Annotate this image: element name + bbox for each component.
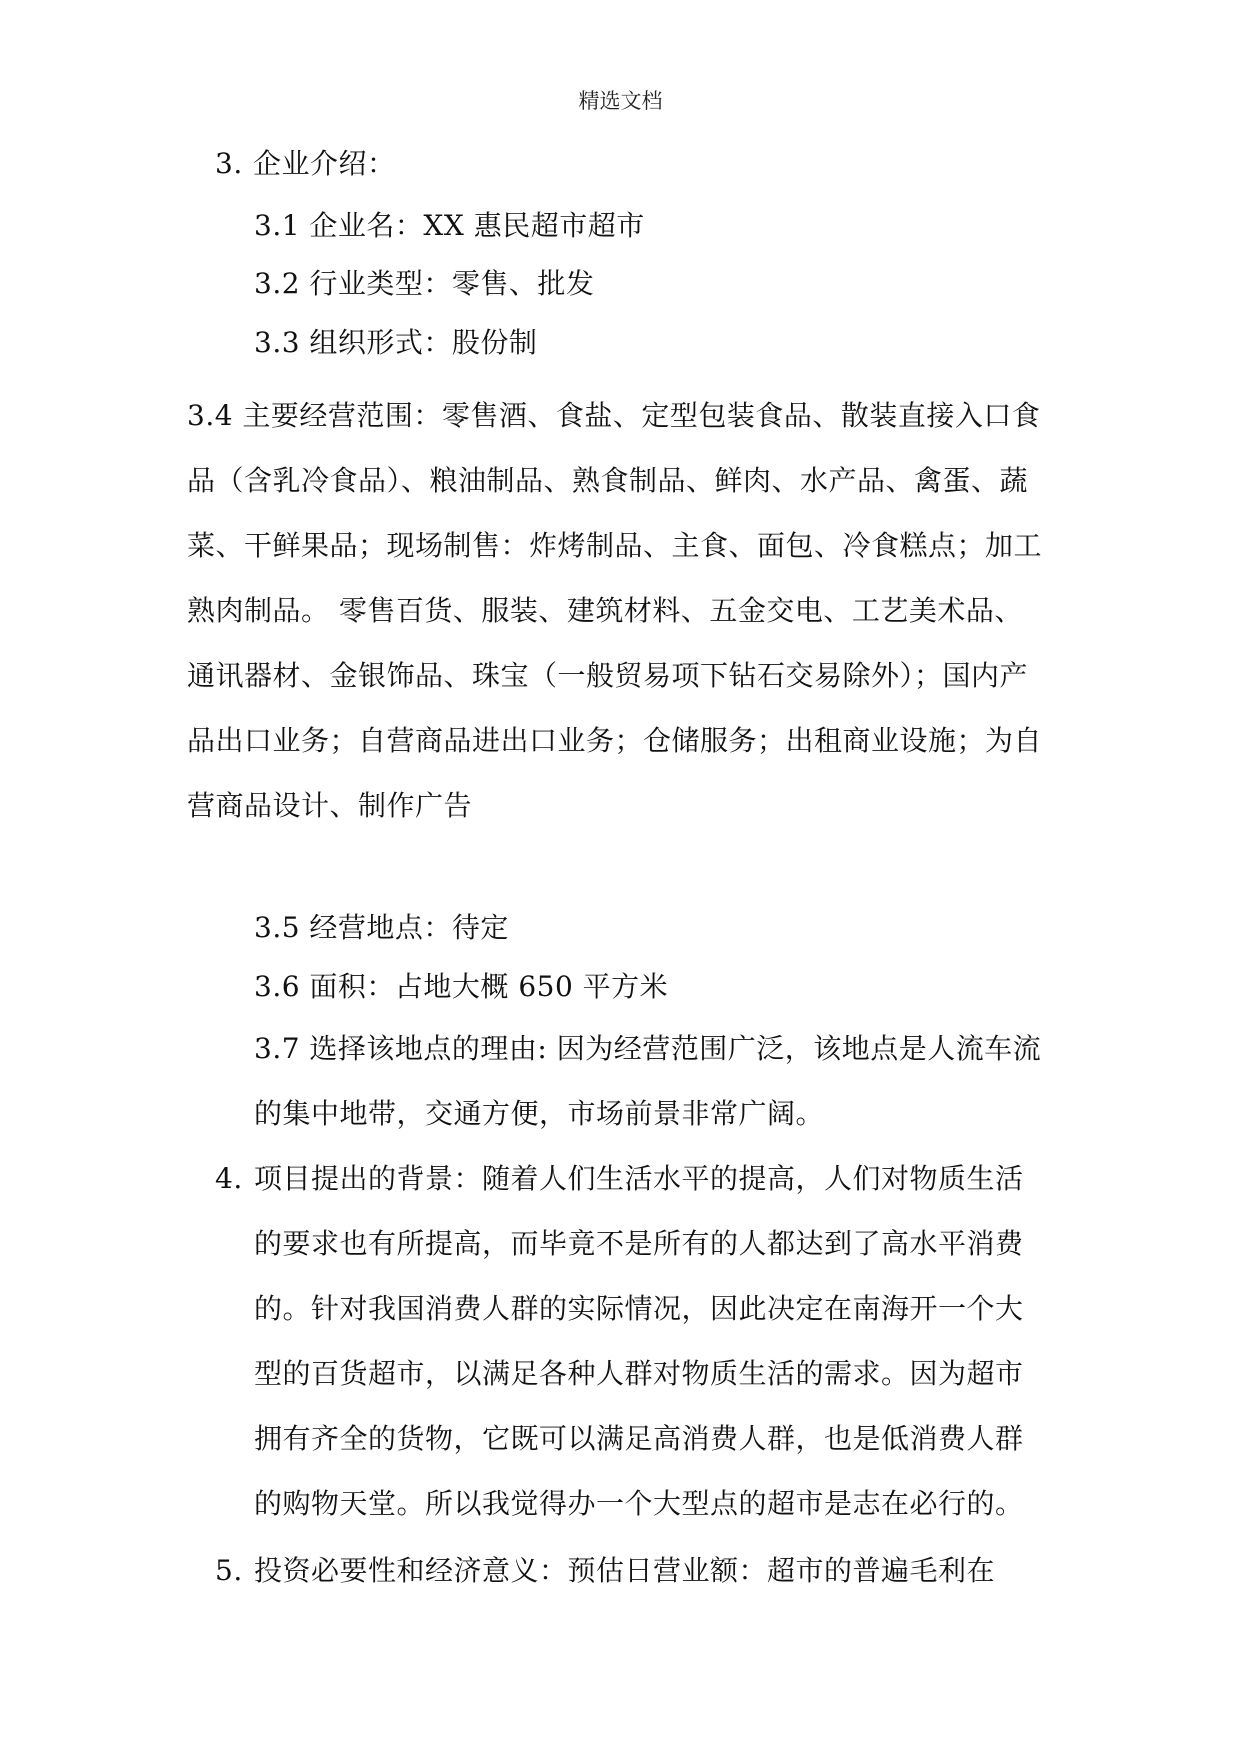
- scope-line: 品出口业务；自营商品进出口业务；仓储服务；出租商业设施；为自: [187, 724, 1043, 757]
- background-line: 型的百货超市，以满足各种人群对物质生活的需求。因为超市: [254, 1357, 1024, 1390]
- scope-line: 营商品设计、制作广告: [187, 789, 473, 822]
- section-3-heading: [215, 144, 396, 184]
- section-3-title: 企业介绍：: [253, 147, 396, 180]
- background-line: 的。针对我国消费人群的实际情况，因此决定在南海开一个大: [254, 1292, 1024, 1325]
- scope-line: 3.4 主要经营范围：零售酒、食盐、定型包装食品、散装直接入口食: [187, 399, 1041, 432]
- project-background: [254, 1159, 1024, 1549]
- business-scope: [187, 396, 1042, 851]
- organization-form: 3.3 组织形式：股份制: [254, 326, 538, 359]
- section-3-number: 3.: [215, 147, 243, 180]
- background-line: 的要求也有所提高，而毕竟不是所有的人都达到了高水平消费: [254, 1227, 1024, 1260]
- investment-necessity: 投资必要性和经济意义：预估日营业额：超市的普遍毛利在: [254, 1554, 996, 1587]
- background-line: 项目提出的背景：随着人们生活水平的提高，人们对物质生活: [254, 1162, 1024, 1195]
- section-4-number: 4.: [215, 1162, 243, 1195]
- background-line: 的购物天堂。所以我觉得办一个大型点的超市是志在必行的。: [254, 1487, 1024, 1520]
- business-location: 3.5 经营地点：待定: [254, 911, 509, 944]
- page-header: 精选文档: [578, 89, 663, 113]
- background-line: 拥有齐全的货物，它既可以满足高消费人群，也是低消费人群: [254, 1422, 1024, 1455]
- scope-line: 熟肉制品。 零售百货、服装、建筑材料、五金交电、工艺美术品、: [187, 594, 1023, 627]
- section-5-number: 5.: [215, 1554, 243, 1587]
- scope-line: 通讯器材、金银饰品、珠宝（一般贸易项下钻石交易除外）；国内产: [187, 659, 1029, 692]
- location-reason: [254, 1029, 1041, 1159]
- enterprise-name: 3.1 企业名：XX 惠民超市超市: [254, 209, 645, 242]
- scope-line: 品（含乳冷食品）、粮油制品、熟食制品、鲜肉、水产品、禽蛋、蔬: [187, 464, 1029, 497]
- industry-type: 3.2 行业类型：零售、批发: [254, 267, 595, 300]
- reason-line: 3.7 选择该地点的理由: 因为经营范围广泛，该地点是人流车流: [254, 1032, 1042, 1065]
- scope-line: 菜、干鲜果品；现场制售：炸烤制品、主食、面包、冷食糕点；加工: [187, 529, 1043, 562]
- reason-line: 的集中地带，交通方便，市场前景非常广阔。: [254, 1097, 825, 1130]
- floor-area: 3.6 面积：占地大概 650 平方米: [254, 970, 669, 1003]
